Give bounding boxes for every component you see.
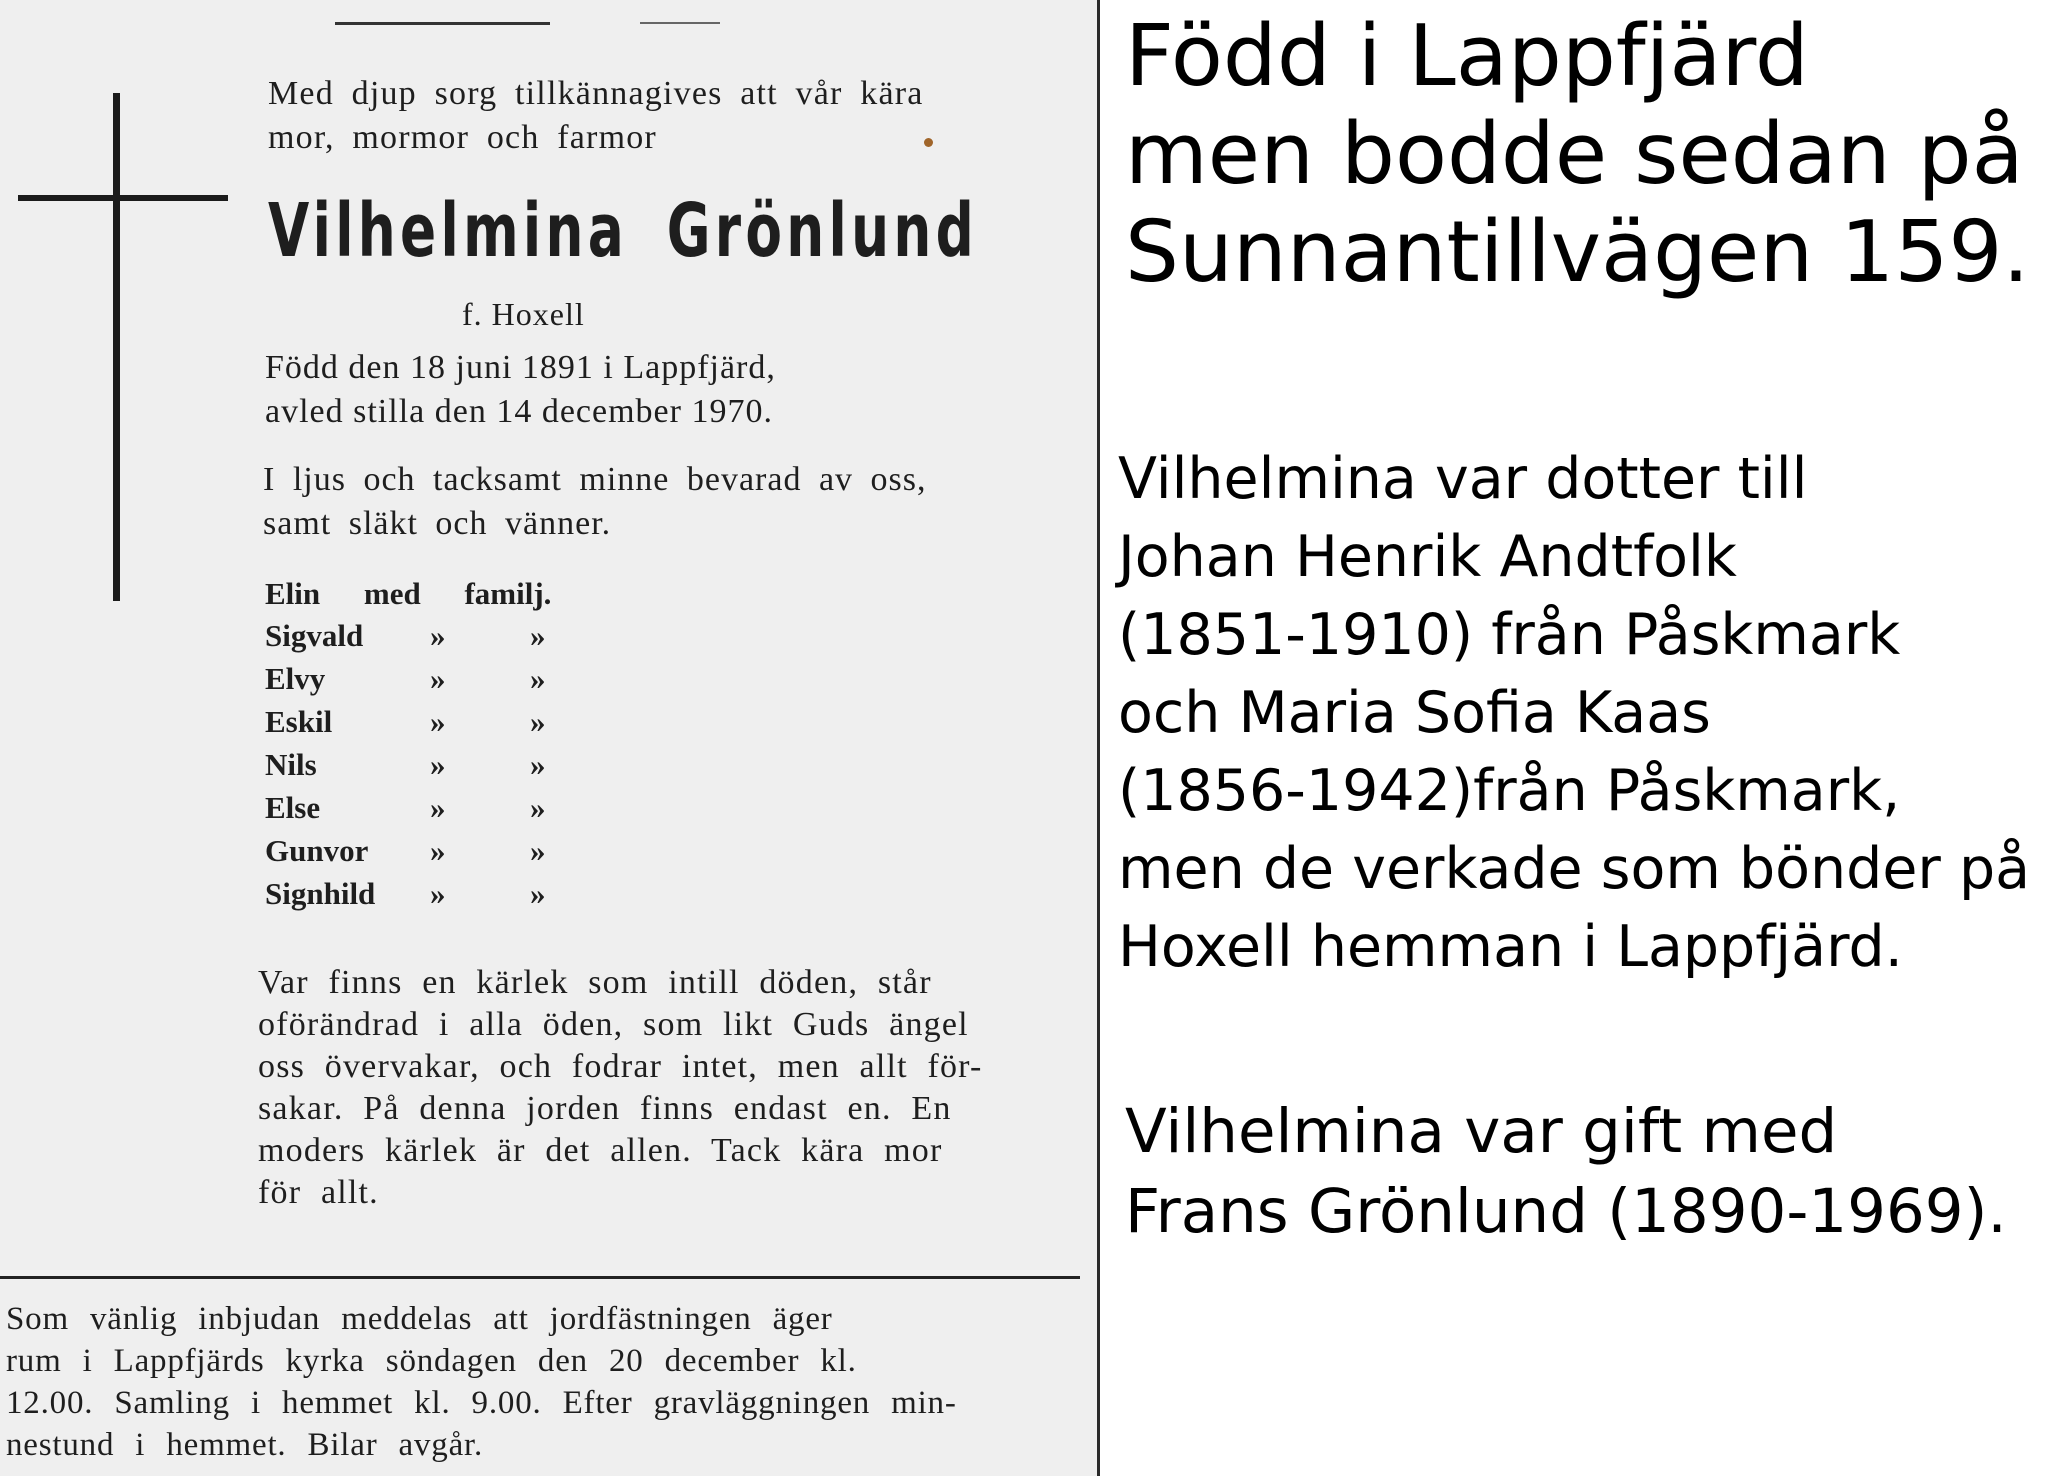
family-member-name: Gunvor [265,833,369,868]
birth-death-text [265,346,776,434]
ditto-mark: » [530,876,546,911]
intro-text [268,72,924,160]
ditto-mark: » [430,704,446,739]
ditto-mark: » [530,747,546,782]
ditto-mark: » [430,661,446,696]
poem-line: moders kärlek är det allen. Tack kära mor [258,1132,943,1169]
ditto-mark: » [430,618,446,653]
caption-line: Sunnantillvägen 159. [1125,203,2030,302]
caption-line: Vilhelmina var gift med [1125,1096,1838,1167]
ditto-mark: » [530,704,546,739]
funeral-invitation [6,1298,957,1466]
ditto-mark: » [430,790,446,825]
cross-horizontal-bar [18,195,228,201]
family-member-name: Nils [265,747,317,782]
intro-line: Med djup sorg tillkännagives att vår kära [268,75,924,112]
poem-text [258,962,983,1214]
caption-line: och Maria Sofia Kaas [1118,680,1711,746]
ditto-mark: » [530,790,546,825]
poem-line: oss övervakar, och fodrar intet, men allt för- [258,1048,983,1085]
caption-residence [1125,8,2030,302]
caption-line: men bodde sedan på [1125,105,2024,204]
deceased-name: Vilhelmina Grönlund [268,188,979,274]
family-member-name: Sigvald [265,618,364,653]
poem-line: oförändrad i alla öden, som likt Guds ängel [258,1006,969,1043]
invite-line: Som vänlig inbjudan meddelas att jordfästningen äger [6,1301,833,1337]
ditto-mark: » [530,618,546,653]
section-divider [0,1276,1080,1279]
family-member-name: Eskil [265,704,333,739]
invite-line: nestund i hemmet. Bilar avgår. [6,1427,484,1463]
intro-line: mor, mormor och farmor [268,119,657,156]
caption-spouse [1125,1092,2007,1252]
family-member-name: Elvy [265,661,326,696]
memory-text [263,458,927,546]
caption-line: Johan Henrik Andtfolk [1118,524,1737,590]
ditto-mark: » [530,833,546,868]
invite-line: rum i Lappfjärds kyrka söndagen den 20 december kl. [6,1343,857,1379]
caption-line: Frans Grönlund (1890-1969). [1125,1176,2007,1247]
top-rule [335,22,550,25]
memory-line: I ljus och tacksamt minne bevarad av oss, [263,461,927,498]
caption-line: (1851-1910) från Påskmark [1118,602,1901,668]
cross-vertical-bar [113,93,120,601]
born-line: Född den 18 juni 1891 i Lappfjärd, [265,349,776,386]
caption-line: men de verkade som bönder på [1118,836,2031,902]
born-line: avled stilla den 14 december 1970. [265,393,773,430]
caption-line: Hoxell hemman i Lappfjärd. [1118,914,1903,980]
poem-line: Var finns en kärlek som intill döden, står [258,964,932,1001]
poem-line: för allt. [258,1174,379,1211]
ditto-mark: » [530,661,546,696]
memory-line: samt släkt och vänner. [263,505,612,542]
caption-line: Vilhelmina var dotter till [1118,446,1808,512]
print-speck [924,138,933,147]
ditto-mark: » [430,876,446,911]
poem-line: sakar. På denna jorden finns endast en. En [258,1090,952,1127]
top-rule-short [640,22,720,24]
invite-line: 12.00. Samling i hemmet kl. 9.00. Efter gravläggningen min- [6,1385,957,1421]
family-header: Elin med familj. [265,576,552,611]
maiden-name: f. Hoxell [462,296,585,332]
family-member-name: Signhild [265,876,376,911]
ditto-mark: » [430,747,446,782]
caption-line: Född i Lappfjärd [1125,7,1809,106]
caption-parents [1118,440,2030,986]
ditto-mark: » [430,833,446,868]
caption-line: (1856-1942)från Påskmark, [1118,758,1901,824]
family-member-name: Else [265,790,321,825]
